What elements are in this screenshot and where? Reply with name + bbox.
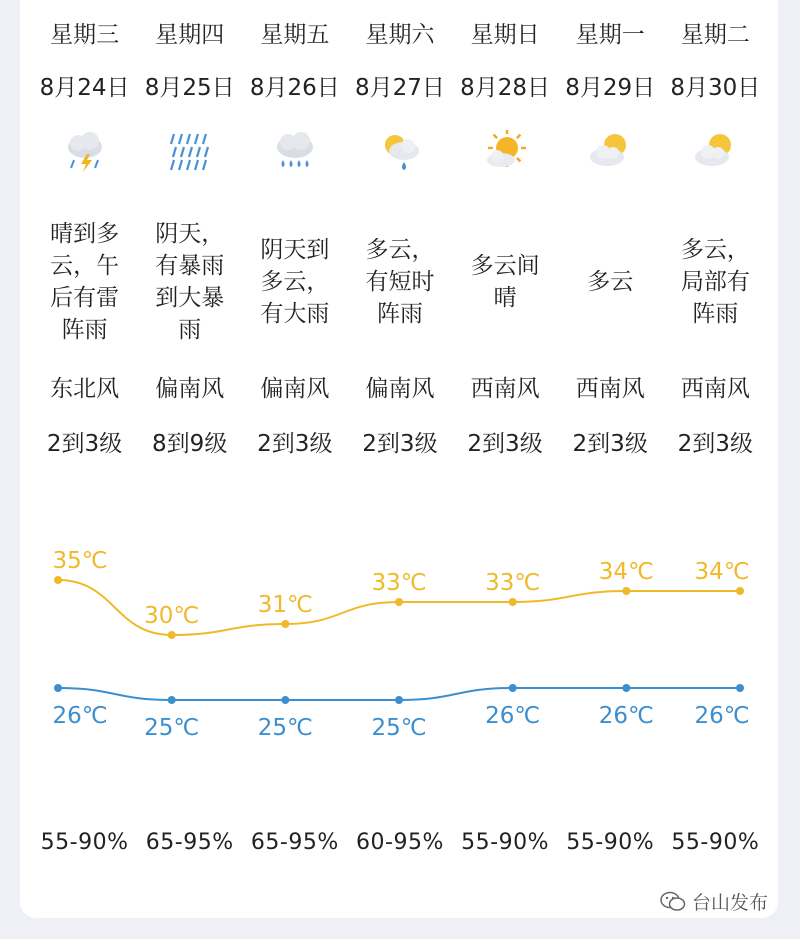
weather-description-line: 有大雨 bbox=[260, 301, 330, 327]
sun-cloud-rain-icon bbox=[347, 128, 452, 176]
high-temp-label: 33℃ bbox=[485, 570, 541, 596]
weather-description-line: 多云， bbox=[365, 237, 435, 263]
humidity-label: 60-95% bbox=[356, 830, 444, 855]
humidity-label: 55-90% bbox=[566, 830, 655, 855]
wind-level-label: 2到3级 bbox=[572, 431, 648, 457]
high-temp-point bbox=[622, 587, 630, 595]
date-label: 8月27日 bbox=[354, 75, 445, 101]
low-temp-label: 26℃ bbox=[485, 703, 541, 729]
weekday-label: 星期六 bbox=[365, 22, 435, 48]
thunderstorm-icon bbox=[32, 128, 137, 176]
high-temp-point bbox=[736, 587, 744, 595]
wind-direction-label: 偏南风 bbox=[155, 376, 225, 402]
weekday-label: 星期五 bbox=[260, 22, 330, 48]
date-label: 8月24日 bbox=[39, 75, 130, 101]
low-temp-label: 26℃ bbox=[598, 703, 654, 729]
humidity-label: 65-95% bbox=[250, 830, 339, 855]
sun-cloud-icon bbox=[453, 128, 558, 176]
low-temp-point bbox=[509, 684, 517, 692]
wind-level-row bbox=[32, 425, 768, 458]
high-temp-point bbox=[168, 631, 176, 639]
wind-direction-label: 西南风 bbox=[575, 376, 645, 402]
weather-description-line: 阵雨 bbox=[376, 301, 423, 327]
rain-cloud-icon bbox=[242, 128, 347, 176]
weekday-label: 星期四 bbox=[155, 22, 225, 48]
wind-level-label: 2到3级 bbox=[467, 431, 543, 457]
weather-description bbox=[663, 234, 768, 330]
low-temp-point bbox=[168, 696, 176, 704]
weather-description bbox=[558, 266, 663, 298]
wind-direction-label: 偏南风 bbox=[260, 376, 330, 402]
wind-level-label: 8到9级 bbox=[152, 431, 228, 457]
weather-description-line: 阵雨 bbox=[61, 317, 108, 343]
weather-description-line: 有暴雨 bbox=[155, 253, 225, 279]
high-temp-point bbox=[395, 598, 403, 606]
weather-description bbox=[347, 234, 452, 330]
high-temp-point bbox=[509, 598, 517, 606]
weather-description-line: 晴到多 bbox=[50, 221, 120, 247]
weather-description-line: 阴天到 bbox=[260, 237, 330, 263]
weather-description-line: 多云， bbox=[680, 237, 750, 263]
wind-level-label: 2到3级 bbox=[362, 431, 438, 457]
low-temp-label: 25℃ bbox=[144, 715, 200, 741]
weather-description-line: 多云， bbox=[260, 269, 330, 295]
weather-description bbox=[137, 218, 242, 346]
weather-description-line: 阵雨 bbox=[692, 301, 739, 327]
low-temp-label: 25℃ bbox=[257, 715, 313, 741]
wind-level-label: 2到3级 bbox=[677, 431, 753, 457]
weather-description-line: 雨 bbox=[178, 317, 202, 343]
humidity-label: 55-90% bbox=[671, 830, 760, 855]
low-temp-point bbox=[54, 684, 62, 692]
high-temp-point bbox=[54, 576, 62, 584]
wind-direction-label: 西南风 bbox=[470, 376, 540, 402]
date-label: 8月30日 bbox=[670, 75, 761, 101]
humidity-label: 55-90% bbox=[461, 830, 549, 855]
watermark bbox=[660, 888, 768, 915]
watermark-label: 台山发布 bbox=[692, 892, 769, 914]
weather-description-line: 后有雷 bbox=[50, 285, 120, 311]
weekday-label: 星期日 bbox=[470, 22, 540, 48]
high-temp-label: 34℃ bbox=[598, 559, 654, 585]
weather-description bbox=[32, 218, 137, 346]
wind-level-label: 2到3级 bbox=[257, 431, 333, 457]
date-row bbox=[32, 69, 768, 102]
humidity-label: 55-90% bbox=[40, 830, 129, 855]
high-temp-label: 30℃ bbox=[144, 603, 200, 629]
wind-direction-row bbox=[32, 370, 768, 403]
wechat-icon bbox=[660, 891, 686, 913]
weather-description-line: 云，午 bbox=[50, 253, 120, 279]
description-row bbox=[32, 212, 768, 352]
weather-description-line: 阴天， bbox=[155, 221, 225, 247]
weather-description-line: 多云间 bbox=[470, 253, 540, 279]
date-label: 8月28日 bbox=[460, 75, 551, 101]
low-temp-point bbox=[736, 684, 744, 692]
weather-description-line: 晴 bbox=[493, 285, 517, 311]
weather-description-line: 多云 bbox=[587, 269, 634, 295]
weekday-row bbox=[32, 16, 768, 49]
high-temp-point bbox=[281, 620, 289, 628]
low-temp-label: 26℃ bbox=[694, 703, 750, 729]
heavy-rain-icon bbox=[137, 128, 242, 176]
weekday-label: 星期三 bbox=[50, 22, 120, 48]
partly-cloudy-icon bbox=[663, 128, 768, 176]
weather-icon-row bbox=[32, 128, 768, 176]
low-temp-label: 25℃ bbox=[371, 715, 427, 741]
weather-description bbox=[242, 234, 347, 330]
temperature-chart bbox=[0, 530, 800, 760]
low-temp-label: 26℃ bbox=[52, 703, 108, 729]
weather-description-line: 到大暴 bbox=[155, 285, 225, 311]
partly-cloudy-icon bbox=[558, 128, 663, 176]
date-label: 8月26日 bbox=[249, 75, 340, 101]
high-temp-label: 34℃ bbox=[694, 559, 750, 585]
high-temp-label: 31℃ bbox=[257, 592, 313, 618]
low-temp-point bbox=[622, 684, 630, 692]
low-temp-point bbox=[281, 696, 289, 704]
wind-direction-label: 偏南风 bbox=[365, 376, 435, 402]
wind-direction-label: 东北风 bbox=[50, 376, 120, 402]
wind-level-label: 2到3级 bbox=[46, 431, 123, 457]
date-label: 8月25日 bbox=[144, 75, 235, 101]
weekday-label: 星期一 bbox=[575, 22, 645, 48]
date-label: 8月29日 bbox=[565, 75, 656, 101]
low-temp-point bbox=[395, 696, 403, 704]
high-temp-label: 35℃ bbox=[52, 548, 108, 574]
high-temp-label: 33℃ bbox=[371, 570, 427, 596]
weather-description-line: 有短时 bbox=[365, 269, 435, 295]
weekday-label: 星期二 bbox=[680, 22, 750, 48]
weather-description-line: 局部有 bbox=[680, 269, 750, 295]
humidity-label: 65-95% bbox=[145, 830, 234, 855]
weather-description bbox=[453, 250, 558, 314]
humidity-row bbox=[32, 830, 768, 855]
wind-direction-label: 西南风 bbox=[680, 376, 750, 402]
